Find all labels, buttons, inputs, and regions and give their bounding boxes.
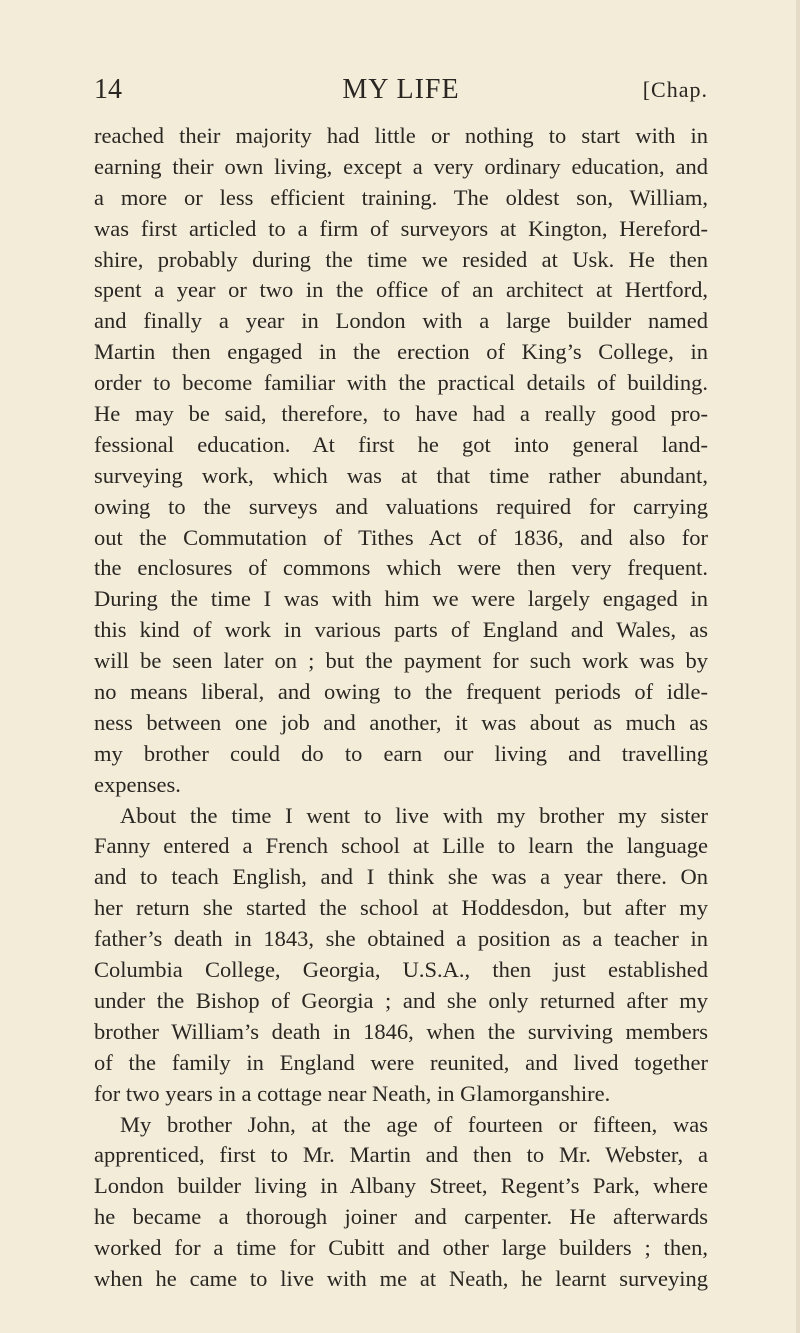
- text-line: out the Commutation of Tithes Act of 1836, and also for: [94, 524, 708, 550]
- running-head: [94, 70, 708, 110]
- text-line: order to become familiar with the practical details of building.: [94, 370, 708, 396]
- text-line: was first articled to a firm of surveyors at Kington, Hereford-: [94, 215, 708, 241]
- text-line: for two years in a cottage near Neath, in Glamorganshire.: [94, 1080, 611, 1106]
- text-line: he became a thorough joiner and carpenter. He afterwards: [94, 1204, 708, 1230]
- text-line: brother William’s death in 1846, when the surviving members: [94, 1018, 708, 1044]
- paragraph: [94, 1110, 708, 1295]
- text-line: fessional education. At first he got into general land-: [94, 431, 708, 457]
- text-line: About the time I went to live with my brother my sister: [120, 802, 708, 828]
- text-line: My brother John, at the age of fourteen or fifteen, was: [120, 1111, 708, 1137]
- running-title: MY LIFE: [342, 74, 460, 105]
- text-line: when he came to live with me at Neath, he learnt surveying: [94, 1265, 708, 1291]
- text-line: He may be said, therefore, to have had a really good pro-: [94, 401, 708, 427]
- text-line: this kind of work in various parts of England and Wales, as: [94, 617, 708, 643]
- text-line: my brother could do to earn our living and travelling: [94, 740, 708, 766]
- text-line: spent a year or two in the office of an architect at Hertford,: [94, 277, 708, 303]
- text-line: father’s death in 1843, she obtained a position as a teacher in: [94, 926, 708, 952]
- text-line: worked for a time for Cubitt and other large builders ; then,: [94, 1235, 708, 1261]
- text-line: expenses.: [94, 771, 181, 797]
- text-line: shire, probably during the time we resided at Usk. He then: [94, 246, 708, 272]
- text-line: Martin then engaged in the erection of King’s College, in: [94, 339, 708, 365]
- text-line: Fanny entered a French school at Lille to learn the language: [94, 833, 708, 859]
- text-line: no means liberal, and owing to the frequent periods of idle-: [94, 679, 708, 705]
- text-line: London builder living in Albany Street, Regent’s Park, where: [94, 1173, 708, 1199]
- chapter-label: [Chap.: [642, 77, 708, 102]
- text-line: and to teach English, and I think she was a year there. On: [94, 864, 708, 890]
- text-line: apprenticed, first to Mr. Martin and then to Mr. Webster, a: [94, 1142, 708, 1168]
- text-line: under the Bishop of Georgia ; and she only returned after my: [94, 987, 708, 1013]
- text-line: ness between one job and another, it was about as much as: [94, 709, 708, 735]
- paragraph: [94, 121, 708, 801]
- text-line: Columbia College, Georgia, U.S.A., then just established: [94, 957, 708, 983]
- text-line: surveying work, which was at that time rather abundant,: [94, 462, 708, 488]
- text-line: of the family in England were reunited, and lived together: [94, 1049, 708, 1075]
- paragraph: [94, 801, 708, 1110]
- text-line: earning their own living, except a very ordinary education, and: [94, 153, 708, 179]
- text-line: her return she started the school at Hoddesdon, but after my: [94, 895, 708, 921]
- text-line: owing to the surveys and valuations required for carrying: [94, 493, 708, 519]
- text-line: a more or less efficient training. The oldest son, William,: [94, 184, 708, 210]
- text-line: reached their majority had little or nothing to start with in: [94, 123, 708, 148]
- page-number: 14: [94, 74, 122, 105]
- body-text: [94, 121, 708, 1295]
- page-edge: [796, 0, 800, 1333]
- text-line: the enclosures of commons which were then very frequent.: [94, 555, 708, 581]
- text-line: During the time I was with him we were largely engaged in: [94, 586, 708, 612]
- text-line: and finally a year in London with a large builder named: [94, 308, 708, 334]
- text-line: will be seen later on ; but the payment for such work was by: [94, 648, 708, 674]
